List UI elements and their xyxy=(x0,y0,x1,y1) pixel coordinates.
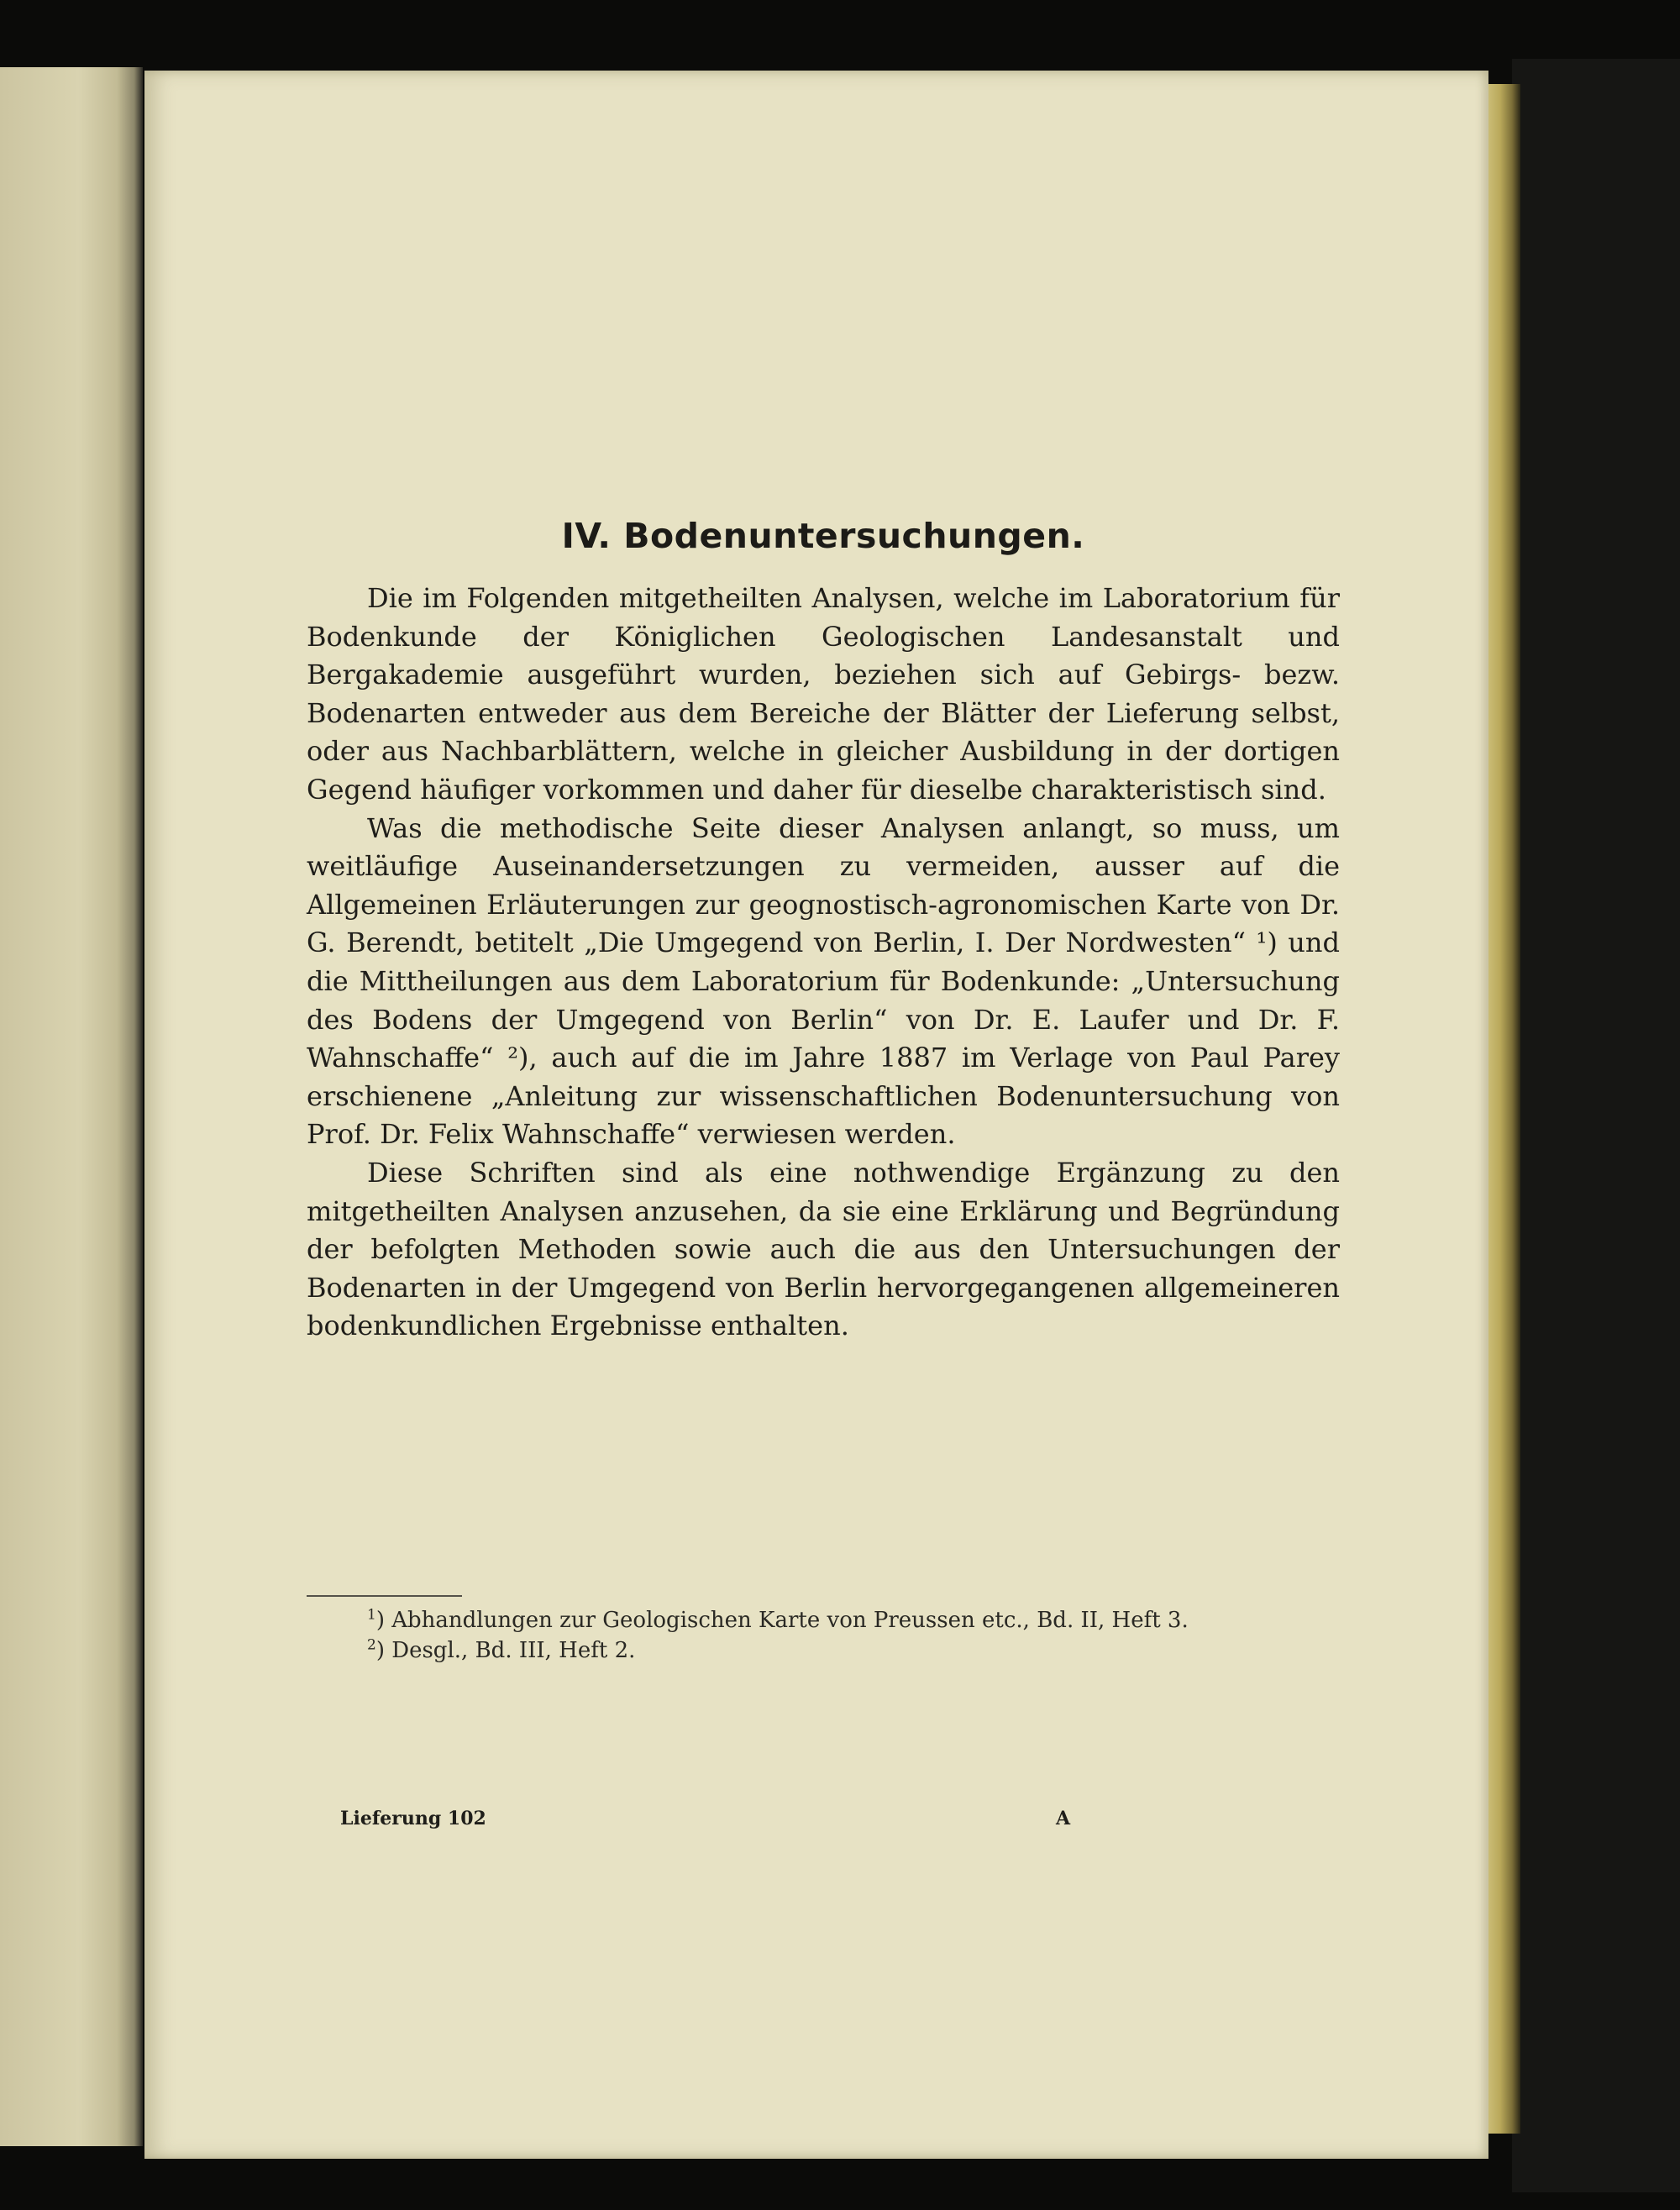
paragraph-2: Was die methodische Seite dieser Analysen anlangt, so muss, um weitläufige Auseinandersetzungen zu vermeiden, ausser auf die Allgemeinen Erläuterungen zur geognostisch-agronomischen Karte von Dr. G. Berendt, betitelt „Die Umgegend von Berlin, I. Der Nordwesten“ ¹) und die Mittheilungen aus dem Laboratorium für Bodenkunde: „Untersuchung des Bodens der Umgegend von Berlin“ von Dr. E. Laufer und Dr. F. Wahnschaffe“ ²), auch auf die im Jahre 1887 im Verlage von Paul Parey erschienene „Anleitung zur wissenschaftlichen Bodenuntersuchung von Prof. Dr. Felix Wahnschaffe“ verwiesen werden. xyxy=(307,811,1340,1151)
paragraph-1: Die im Folgenden mitgetheilten Analysen, welche im Laboratorium für Bodenkunde der Königlichen Geologischen Landesanstalt und Bergakademie ausgeführt wurden, beziehen sich auf Gebirgs- bezw. Bodenarten entweder aus dem Bereiche der Blätter der Lieferung selbst, oder aus Nachbarblättern, welche in gleicher Ausbildung in der dortigen Gegend häufiger vorkommen und daher für dieselbe charakteristisch sind. xyxy=(307,582,1340,806)
footnote-divider xyxy=(307,1595,462,1597)
footnote-text: ) Abhandlungen zur Geologischen Karte von Preussen etc., Bd. II, Heft 3. xyxy=(375,1608,1189,1633)
section-title: IV. Bodenuntersuchungen. xyxy=(561,516,1085,556)
paragraph-3: Diese Schriften sind als eine nothwendige Ergänzung zu den mitgetheilten Analysen anzusehen, da sie eine Erklärung und Begründung der befolgten Methoden sowie auch die aus den Untersuchungen der Bodenarten in der Umgegend von Berlin hervorgegangenen allgemeineren bodenkundlichen Ergebnisse enthalten. xyxy=(307,1156,1340,1342)
page xyxy=(144,71,1488,2159)
page-block-edge xyxy=(1487,84,1520,2134)
facing-page-edge xyxy=(0,67,143,2146)
footnote-text: ) Desgl., Bd. III, Heft 2. xyxy=(375,1638,636,1663)
footnote-2 xyxy=(307,1635,1340,1666)
footnote-1 xyxy=(307,1605,1340,1635)
sheet-letter: A xyxy=(1056,1808,1071,1829)
signature-mark: Lieferung 102 xyxy=(340,1808,486,1829)
footnotes xyxy=(307,1605,1340,1666)
footnote-mark: 1 xyxy=(367,1606,376,1624)
footnote-mark: 2 xyxy=(367,1636,376,1654)
body-text xyxy=(307,580,1340,1346)
book-cover xyxy=(1512,59,1680,2192)
